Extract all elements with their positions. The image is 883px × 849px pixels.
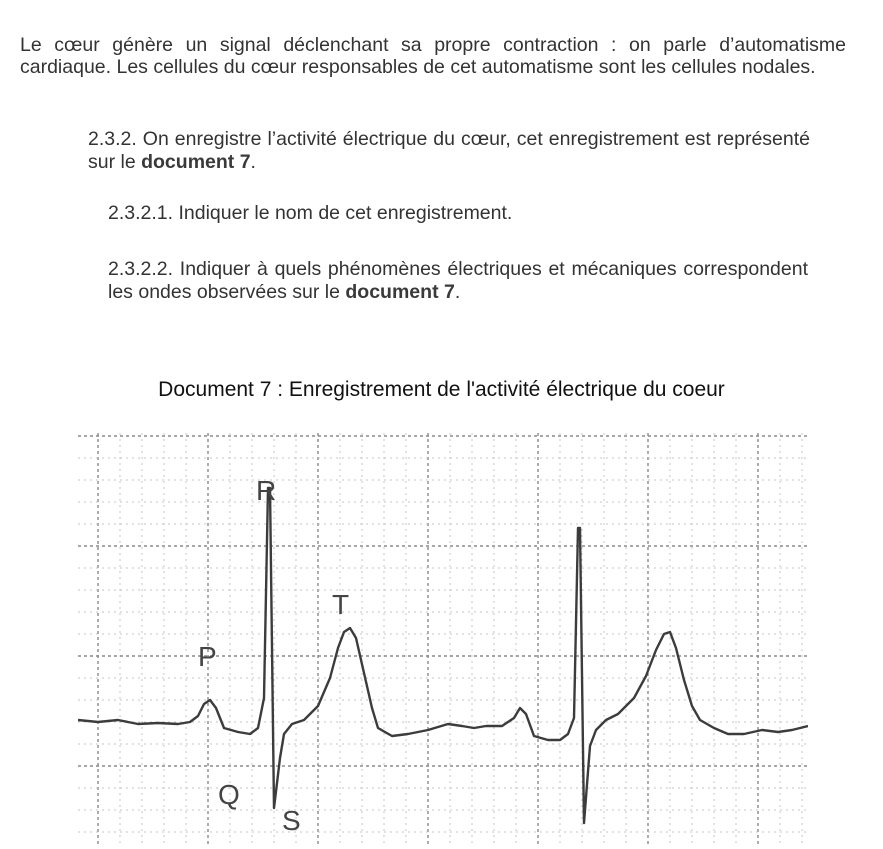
- document-reference: document 7: [141, 151, 251, 173]
- wave-label-s: S: [282, 805, 301, 836]
- ecg-figure: [78, 428, 808, 844]
- question-2-3-2-1: [108, 202, 808, 225]
- question-end: .: [250, 151, 256, 173]
- question-text: Indiquer le nom de cet enregistrement.: [178, 202, 513, 224]
- wave-label-r: R: [256, 475, 277, 506]
- wave-label-p: P: [198, 641, 217, 672]
- question-end: .: [454, 281, 461, 303]
- question-2-3-2-2: [108, 258, 808, 304]
- question-number: 2.3.2.1.: [108, 202, 174, 224]
- question-text: On enregistre l’activité électrique du cœur, cet enregistrement est représenté sur le: [88, 128, 811, 173]
- wave-label-t: T: [332, 589, 350, 620]
- question-2-3-2: [88, 128, 810, 174]
- intro-paragraph: Le cœur génère un signal déclenchant sa propre contraction : on parle d’automatisme cardiaque. Les cellules du cœur responsables de cet automatisme sont les cellules nodales.: [20, 33, 846, 78]
- question-number: 2.3.2.2.: [108, 258, 174, 280]
- question-number: 2.3.2.: [88, 128, 137, 150]
- document-title: Document 7 : Enregistrement de l'activité électrique du coeur: [158, 378, 725, 401]
- document-reference: document 7: [345, 281, 455, 303]
- wave-label-q: Q: [218, 779, 240, 810]
- question-text: Indiquer à quels phénomènes électriques et mécaniques correspondent les ondes observées sur le: [108, 258, 808, 303]
